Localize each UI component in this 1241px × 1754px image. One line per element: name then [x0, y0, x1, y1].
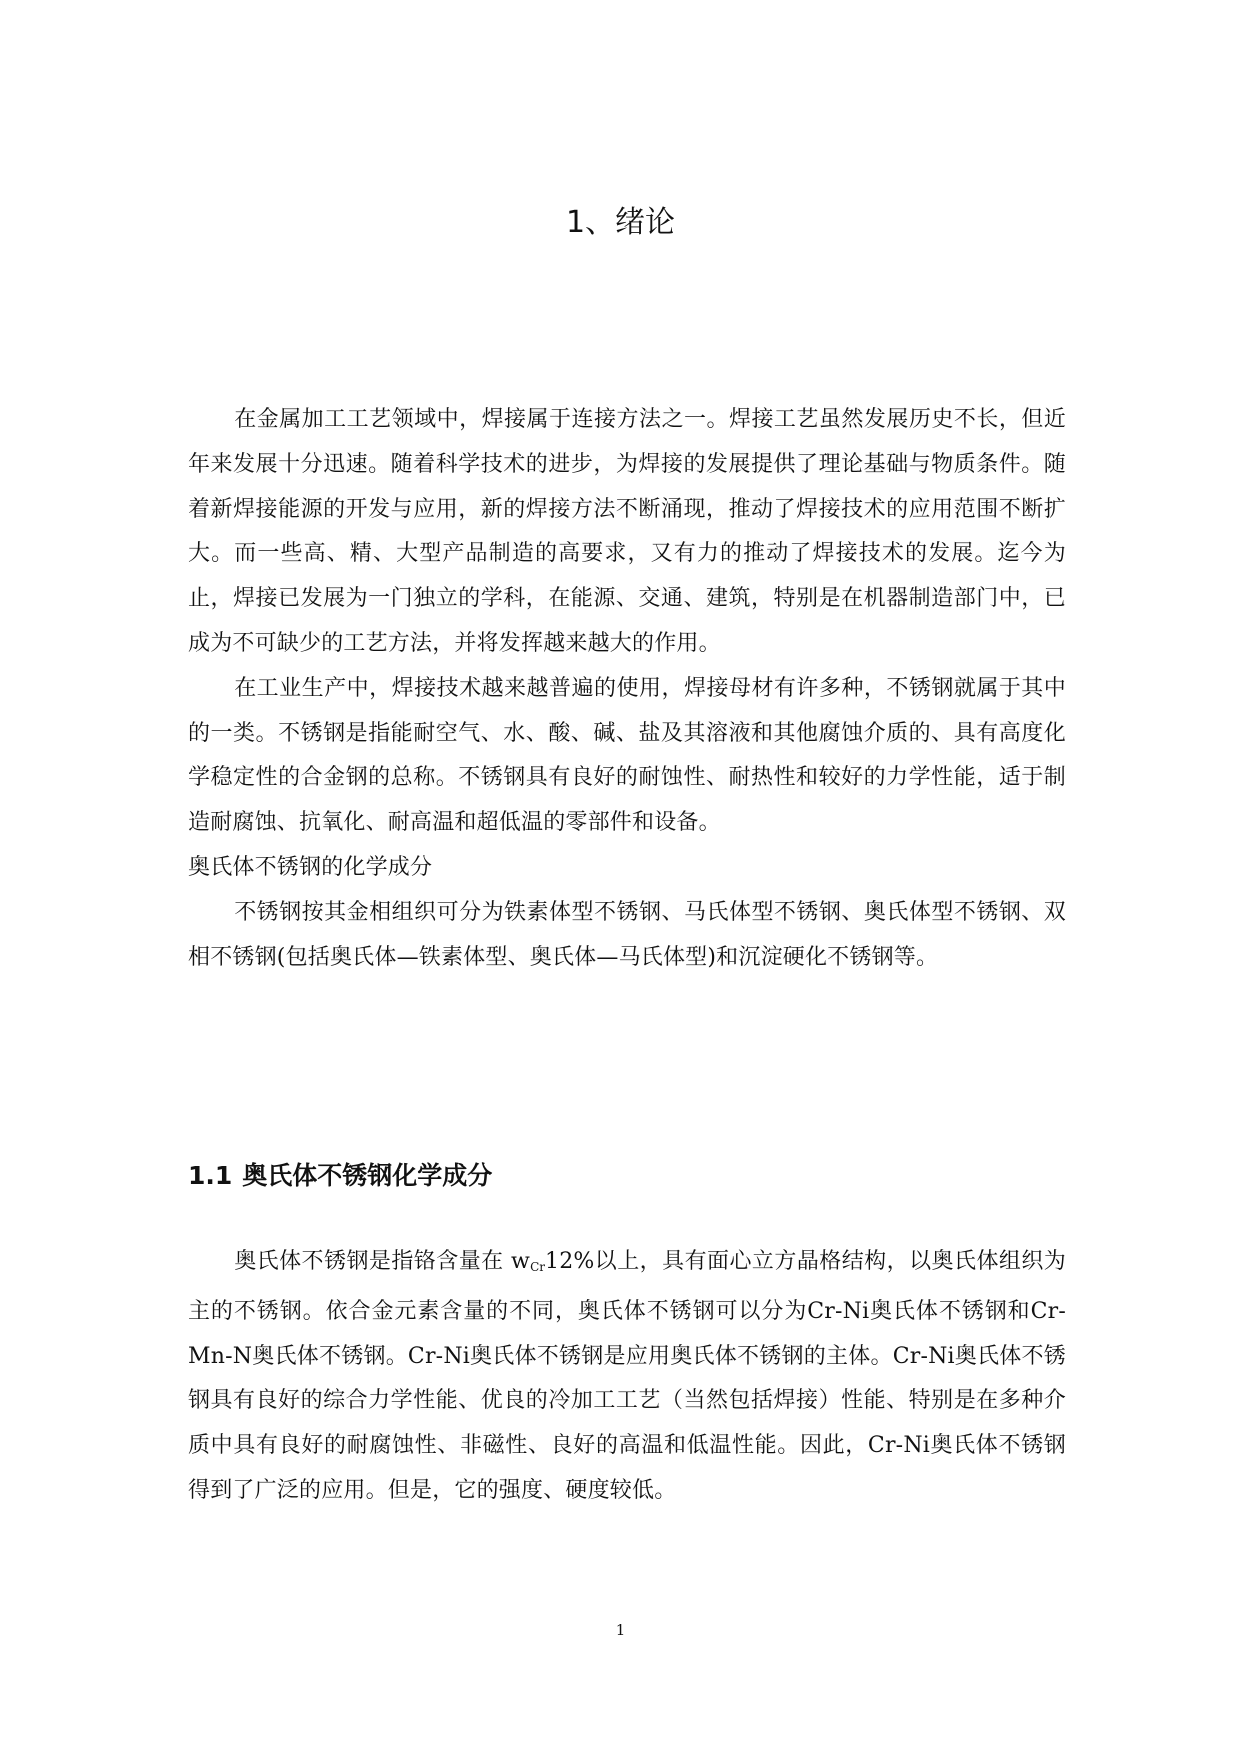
section-number: 1.1	[188, 1161, 233, 1190]
intro-paragraph-4: 不锈钢按其金相组织可分为铁素体型不锈钢、马氏体型不锈钢、奥氏体型不锈钢、双相不锈钢(包括奥氏体—铁素体型、奥氏体—马氏体型)和沉淀硬化不锈钢等。	[188, 899, 1066, 970]
chromium-subscript: Cr	[530, 1260, 546, 1274]
section-heading	[188, 1160, 492, 1192]
paragraph-text-start: 奥氏体不锈钢是指铬含量在 w	[234, 1249, 531, 1274]
intro-paragraph-1: 在金属加工工艺领域中，焊接属于连接方法之一。焊接工艺虽然发展历史不长，但近年来发展十分迅速。随着科学技术的进步，为焊接的发展提供了理论基础与物质条件。随着新焊接能源的开发与应用，新的焊接方法不断涌现，推动了焊接技术的应用范围不断扩大。而一些高、精、大型产品制造的高要求，又有力的推动了焊接技术的发展。迄今为止，焊接已发展为一门独立的学科，在能源、交通、建筑，特别是在机器制造部门中，已成为不可缺少的工艺方法，并将发挥越来越大的作用。	[188, 407, 1066, 656]
intro-paragraph-2: 在工业生产中，焊接技术越来越普遍的使用，焊接母材有许多种，不锈钢就属于其中的一类。不锈钢是指能耐空气、水、酸、碱、盐及其溶液和其他腐蚀介质的、具有高度化学稳定性的合金钢的总称。不锈钢具有良好的耐蚀性、耐热性和较好的力学性能，适于制造耐腐蚀、抗氧化、耐高温和超低温的零部件和设备。	[188, 675, 1066, 836]
paragraph-text-rest: 12%以上，具有面心立方晶格结构，以奥氏体组织为主的不锈钢。依合金元素含量的不同，奥氏体不锈钢可以分为Cr-Ni奥氏体不锈钢和Cr-Mn-N奥氏体不锈钢。Cr-Ni奥氏体不锈钢是应用奥氏体不锈钢的主体。Cr-Ni奥氏体不锈钢具有良好的综合力学性能、优良的冷加工工艺（当然包括焊接）性能、特别是在多种介质中具有良好的耐腐蚀性、非磁性、良好的高温和低温性能。因此，Cr-Ni奥氏体不锈钢得到了广泛的应用。但是，它的强度、硬度较低。	[188, 1249, 1066, 1503]
intro-section	[188, 398, 1066, 980]
chapter-title: 1、绪论	[565, 205, 676, 240]
section-1-1-body	[188, 1240, 1066, 1514]
section-title: 奥氏体不锈钢化学成分	[242, 1161, 493, 1190]
page-number: 1	[615, 1621, 626, 1639]
section-1-1-paragraph	[188, 1240, 1066, 1514]
intro-paragraph-3: 奥氏体不锈钢的化学成分	[188, 854, 433, 880]
